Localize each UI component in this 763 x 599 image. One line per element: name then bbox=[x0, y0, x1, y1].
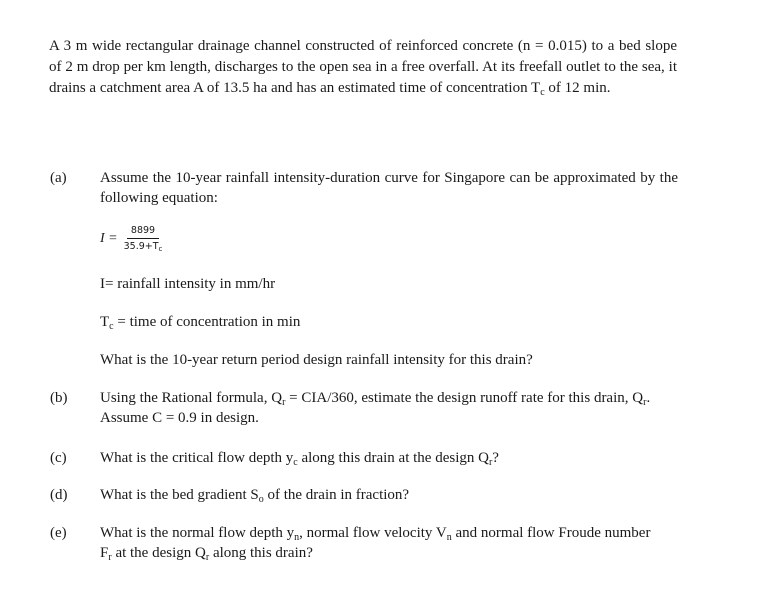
part-e-s1: n bbox=[294, 532, 300, 543]
tc-text: = time of concentration in min bbox=[113, 314, 301, 330]
intro-text: A 3 m wide rectangular drainage channel constructed of reinforced concrete (n = 0.015) to a bed slope of 2 m drop per km length, discharges to the open sea in a free overfall. At its freefall outlet to the sea, it drains a catchment area A of 13.5 ha and has an estimated time of concentration T bbox=[49, 38, 677, 96]
part-c-t1: What is the critical flow depth y bbox=[100, 450, 294, 466]
part-b-t3: . Assume C = 0.9 in design. bbox=[100, 390, 651, 426]
part-c-label: (c) bbox=[50, 450, 67, 466]
intensity-formula bbox=[100, 222, 164, 256]
part-d-s1: o bbox=[258, 494, 264, 505]
part-e-t4: at the design Q bbox=[111, 545, 206, 561]
part-e-s4: r bbox=[205, 552, 210, 563]
formula-denominator-sub: c bbox=[158, 245, 163, 253]
part-c-s2: r bbox=[488, 457, 493, 468]
part-c-s1: c bbox=[293, 457, 298, 468]
part-d-text bbox=[100, 485, 678, 505]
intro-paragraph bbox=[49, 36, 677, 99]
tc-symbol: T bbox=[100, 314, 110, 330]
part-d-t2: of the drain in fraction? bbox=[263, 487, 410, 503]
part-e-text bbox=[100, 523, 665, 563]
part-c-text bbox=[100, 448, 678, 468]
part-e-s3: r bbox=[108, 552, 112, 563]
part-a-question: What is the 10-year return period design rainfall intensity for this drain? bbox=[100, 352, 533, 368]
part-c-t2: along this drain at the design Q bbox=[297, 450, 489, 466]
tc-definition bbox=[100, 312, 678, 332]
part-d-label: (d) bbox=[50, 487, 68, 503]
part-b-label: (b) bbox=[50, 390, 68, 406]
intro-subscript: c bbox=[540, 87, 545, 98]
part-b-t2: = CIA/360, estimate the design runoff rate for this drain, Q bbox=[285, 390, 644, 406]
part-e-s2: n bbox=[446, 532, 452, 543]
intro-tail: of 12 min. bbox=[544, 80, 611, 96]
formula-denominator bbox=[122, 239, 165, 253]
tc-subscript: c bbox=[109, 321, 114, 332]
part-e-t1: What is the normal flow depth y bbox=[100, 525, 295, 541]
part-a-label: (a) bbox=[50, 170, 67, 186]
part-c-t3: ? bbox=[492, 450, 499, 466]
part-e-t3: and normal flow Froude number F bbox=[100, 525, 651, 561]
part-e-t5: along this drain? bbox=[209, 545, 313, 561]
part-b-text bbox=[100, 388, 660, 428]
part-b-t1: Using the Rational formula, Q bbox=[100, 390, 283, 406]
part-a-text: Assume the 10-year rainfall intensity-duration curve for Singapore can be approximated by the following equation: bbox=[100, 170, 678, 206]
part-d-t1: What is the bed gradient S bbox=[100, 487, 259, 503]
formula-lhs: I = bbox=[100, 231, 118, 246]
part-b-s1: r bbox=[282, 397, 286, 408]
part-e-label: (e) bbox=[50, 525, 67, 541]
part-b-s2: r bbox=[643, 397, 647, 408]
formula-denominator-main: 35.9+T bbox=[123, 241, 159, 252]
formula-numerator: 8899 bbox=[127, 225, 159, 239]
part-e-t2: , normal flow velocity V bbox=[299, 525, 447, 541]
intensity-definition: I= rainfall intensity in mm/hr bbox=[100, 276, 276, 292]
formula-fraction bbox=[122, 225, 165, 253]
